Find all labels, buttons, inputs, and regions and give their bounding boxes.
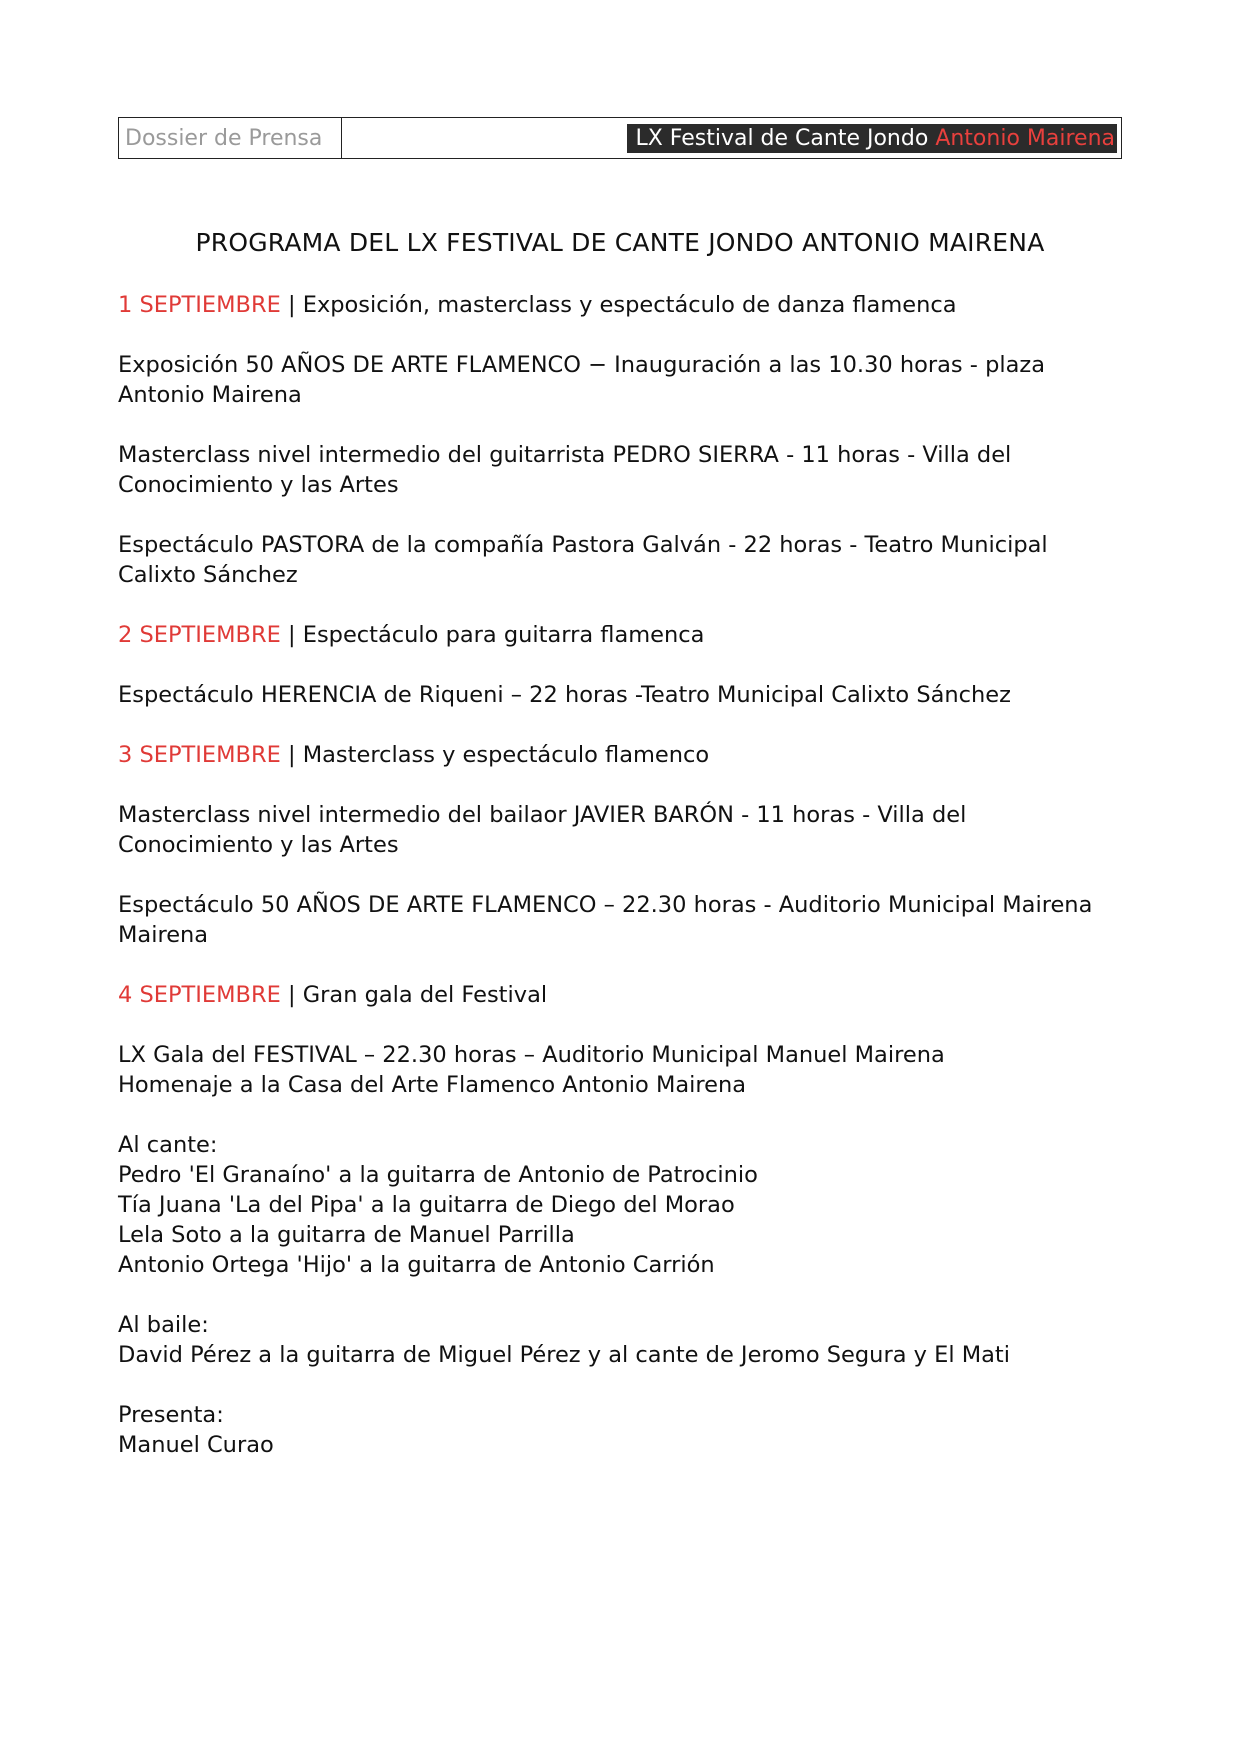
cante-label: Al cante:: [118, 1132, 218, 1158]
event-item: Espectáculo HERENCIA de Riqueni – 22 horas -Teatro Municipal Calixto Sánchez: [118, 682, 1011, 708]
program-content: [118, 290, 1118, 1490]
event-item: Exposición 50 AÑOS DE ARTE FLAMENCO − Inauguración a las 10.30 horas - plaza Antonio Mairena: [118, 352, 1045, 408]
gala-block: [118, 1040, 1118, 1100]
banner-text: LX Festival de Cante Jondo: [635, 125, 929, 151]
baile-block: [118, 1310, 1118, 1370]
day-date: 2 SEPTIEMBRE: [118, 622, 281, 648]
banner-accent: Antonio Mairena: [935, 125, 1115, 151]
page-title: PROGRAMA DEL LX FESTIVAL DE CANTE JONDO ANTONIO MAIRENA: [195, 228, 1045, 257]
day-title: | Exposición, masterclass y espectáculo de danza flamenca: [280, 292, 957, 318]
day-date: 4 SEPTIEMBRE: [118, 982, 281, 1008]
event-item: Espectáculo 50 AÑOS DE ARTE FLAMENCO – 22.30 horas - Auditorio Municipal Mairena Mairena: [118, 892, 1093, 948]
cante-artist: Tía Juana 'La del Pipa' a la guitarra de Diego del Morao: [118, 1192, 735, 1218]
gala-line: LX Gala del FESTIVAL – 22.30 horas – Auditorio Municipal Manuel Mairena: [118, 1042, 945, 1068]
event-item: Espectáculo PASTORA de la compañía Pastora Galván - 22 horas - Teatro Municipal Calixto Sánchez: [118, 532, 1048, 588]
presenter-name: Manuel Curao: [118, 1432, 274, 1458]
presenta-block: [118, 1400, 1118, 1460]
cante-artist: Lela Soto a la guitarra de Manuel Parrilla: [118, 1222, 575, 1248]
cante-block: [118, 1130, 1118, 1280]
header-banner-cell: [342, 118, 1121, 158]
day-title: | Gran gala del Festival: [280, 982, 548, 1008]
gala-tribute-line: Homenaje a la Casa del Arte Flamenco Antonio Mairena: [118, 1072, 747, 1098]
baile-label: Al baile:: [118, 1312, 209, 1338]
event-item: Masterclass nivel intermedio del guitarrista PEDRO SIERRA - 11 horas - Villa del Conocimiento y las Artes: [118, 442, 1012, 498]
festival-banner: [627, 124, 1117, 153]
page-header: [118, 117, 1122, 159]
cante-artist: Pedro 'El Granaíno' a la guitarra de Antonio de Patrocinio: [118, 1162, 758, 1188]
cante-artist: Antonio Ortega 'Hijo' a la guitarra de Antonio Carrión: [118, 1252, 715, 1278]
day-heading-1: [118, 290, 1118, 320]
day-heading-2: [118, 620, 1118, 650]
day-date: 3 SEPTIEMBRE: [118, 742, 281, 768]
day-heading-3: [118, 740, 1118, 770]
day-heading-4: [118, 980, 1118, 1010]
day-title: | Espectáculo para guitarra flamenca: [280, 622, 705, 648]
baile-artist: David Pérez a la guitarra de Miguel Pérez y al cante de Jeromo Segura y El Mati: [118, 1342, 1010, 1368]
event-item: Masterclass nivel intermedio del bailaor JAVIER BARÓN - 11 horas - Villa del Conocimiento y las Artes: [118, 802, 967, 858]
day-date: 1 SEPTIEMBRE: [118, 292, 281, 318]
presenta-label: Presenta:: [118, 1402, 224, 1428]
dossier-label: Dossier de Prensa: [119, 118, 342, 158]
day-title: | Masterclass y espectáculo flamenco: [280, 742, 710, 768]
